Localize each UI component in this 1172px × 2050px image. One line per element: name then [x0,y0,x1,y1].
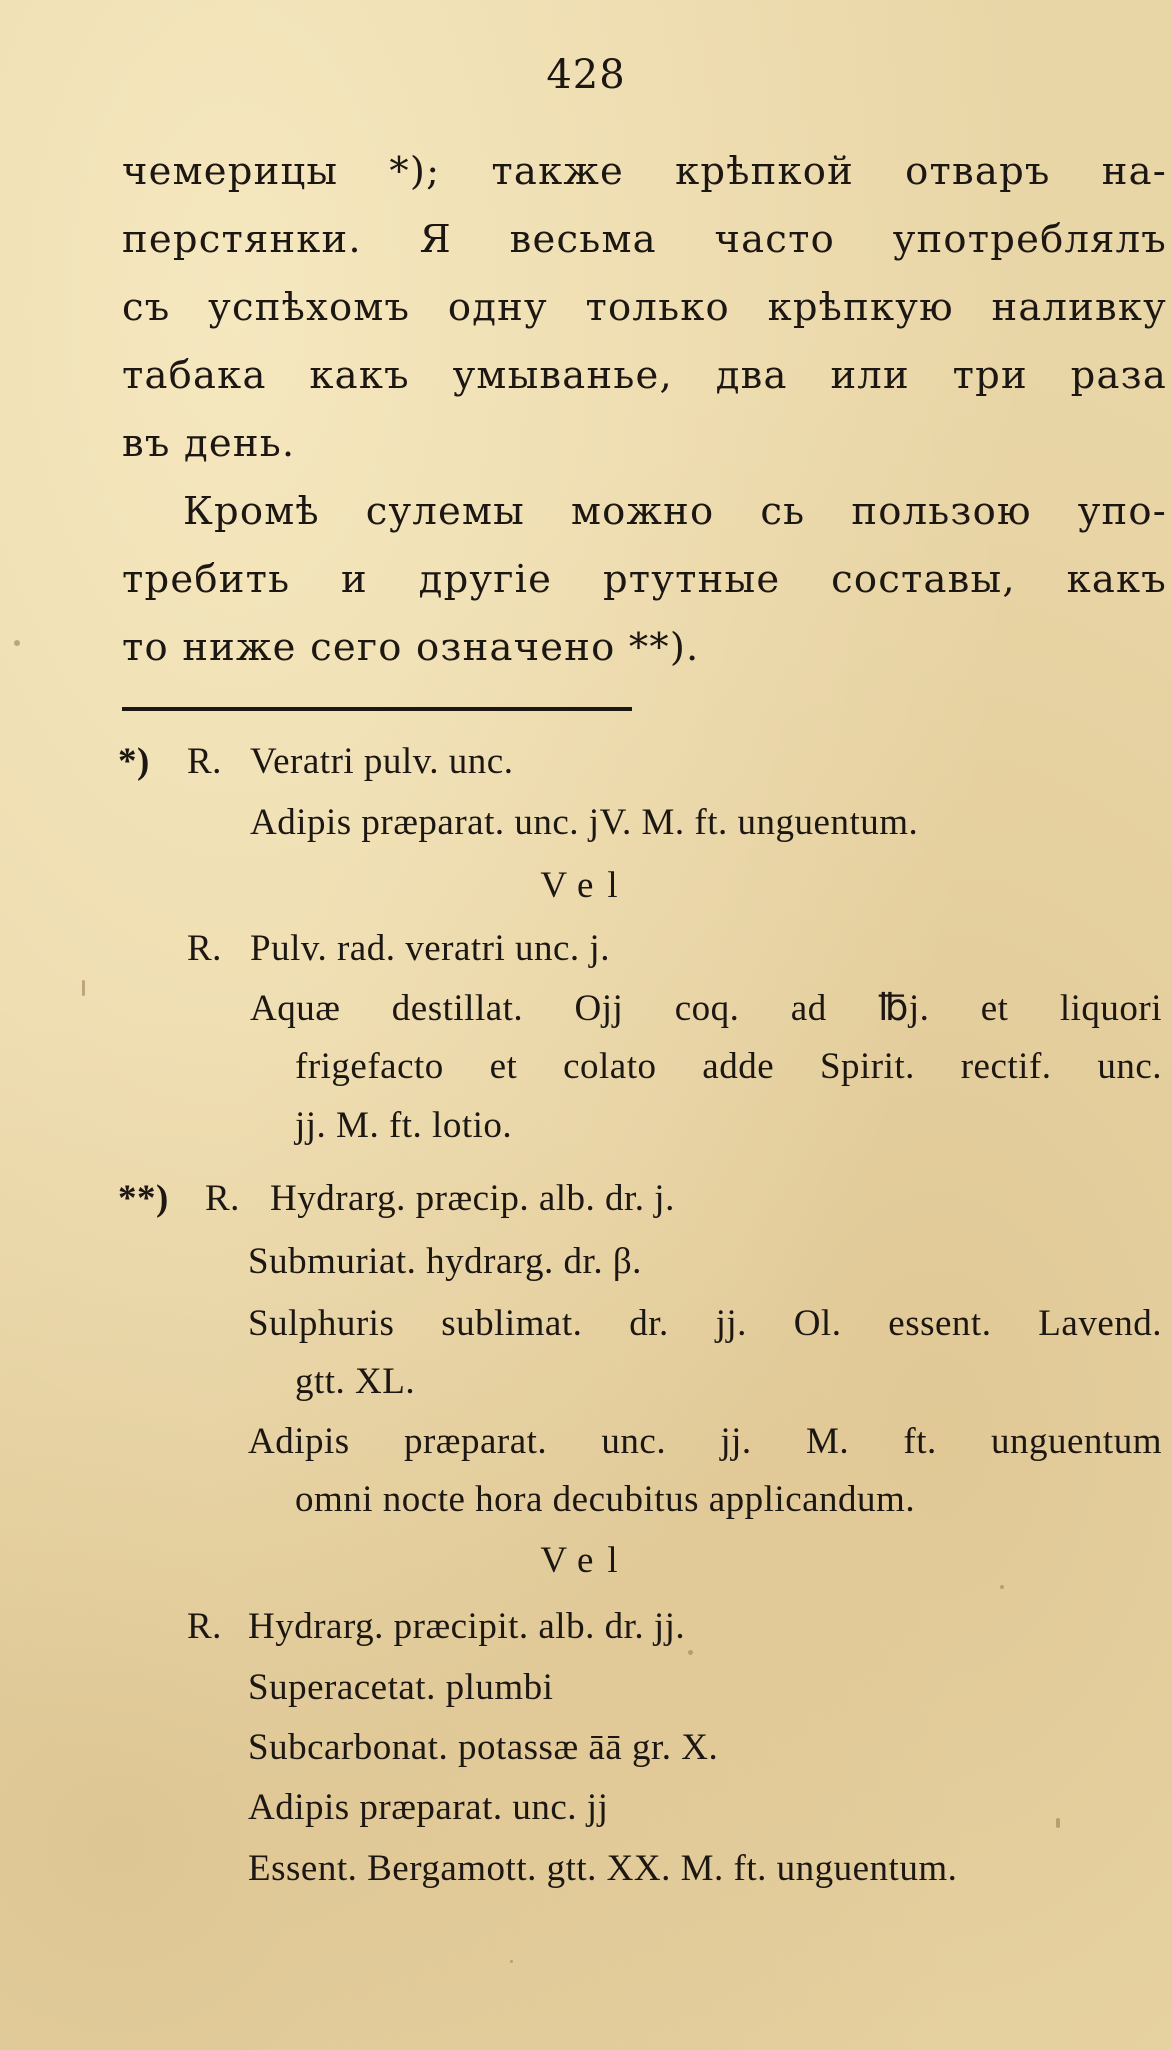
paper-speck [1056,1818,1060,1828]
recipe-line: Adipis præparat. unc. jV. M. ft. unguentum. [250,802,919,843]
paper-speck [1000,1585,1004,1589]
text-line: съ успѣхомъ одну только крѣпкую наливку [122,285,1167,330]
recipe-line: Veratri pulv. unc. [250,741,514,782]
recipe-line: Adipis præparat. unc. jj. M. ft. unguentum [248,1421,1162,1462]
recipe-line: jj. M. ft. lotio. [295,1105,513,1146]
vel-separator: Vel [540,1540,632,1581]
recipe-line: Submuriat. hydrarg. dr. β. [248,1241,642,1282]
recipe-line: Adipis præparat. unc. jj [248,1787,609,1828]
recipe-line: Essent. Bergamott. gtt. XX. M. ft. unguentum. [248,1848,958,1889]
paper-speck [688,1650,693,1655]
recipe-line: Aquæ destillat. Ojj coq. ad ℔j. et liquori [250,988,1162,1029]
paper-speck [82,980,85,996]
page-number: 428 [546,52,626,98]
recipe-line: Pulv. rad. veratri unc. j. [250,928,610,969]
text-line: табака какъ умыванье, два или три раза [122,353,1167,398]
paper-speck [510,1960,513,1963]
text-line: Кромѣ сулемы можно сь пользою упо- [183,489,1167,534]
footnote-marker: **) [118,1178,169,1219]
paper-speck [14,640,20,646]
recipe-line: frigefacto et colato adde Spirit. rectif. unc. [295,1046,1162,1087]
vel-separator: Vel [540,865,632,906]
text-line: требить и другіе ртутные составы, какъ [122,557,1167,602]
recipe-line: Hydrarg. præcip. alb. dr. j. [270,1178,675,1219]
recipe-line: gtt. XL. [295,1361,416,1402]
recipe-line: Hydrarg. præcipit. alb. dr. jj. [248,1606,686,1647]
recipe-label: R. [205,1178,240,1219]
recipe-line: Sulphuris sublimat. dr. jj. Ol. essent. Lavend. [248,1303,1162,1344]
footnote-separator [122,707,632,711]
recipe-label: R. [187,1606,222,1647]
footnote-marker: *) [118,741,150,782]
recipe-line: Subcarbonat. potassæ āā gr. X. [248,1727,719,1768]
recipe-label: R. [187,741,222,782]
recipe-line: Superacetat. plumbi [248,1667,554,1708]
text-line: въ день. [122,421,296,466]
text-line: чемерицы *); также крѣпкой отваръ на- [122,149,1167,194]
text-line: то ниже сего означено **). [122,625,700,670]
text-line: перстянки. Я весьма часто употреблялъ [122,217,1167,262]
recipe-line: omni nocte hora decubitus applicandum. [295,1479,916,1520]
recipe-label: R. [187,928,222,969]
